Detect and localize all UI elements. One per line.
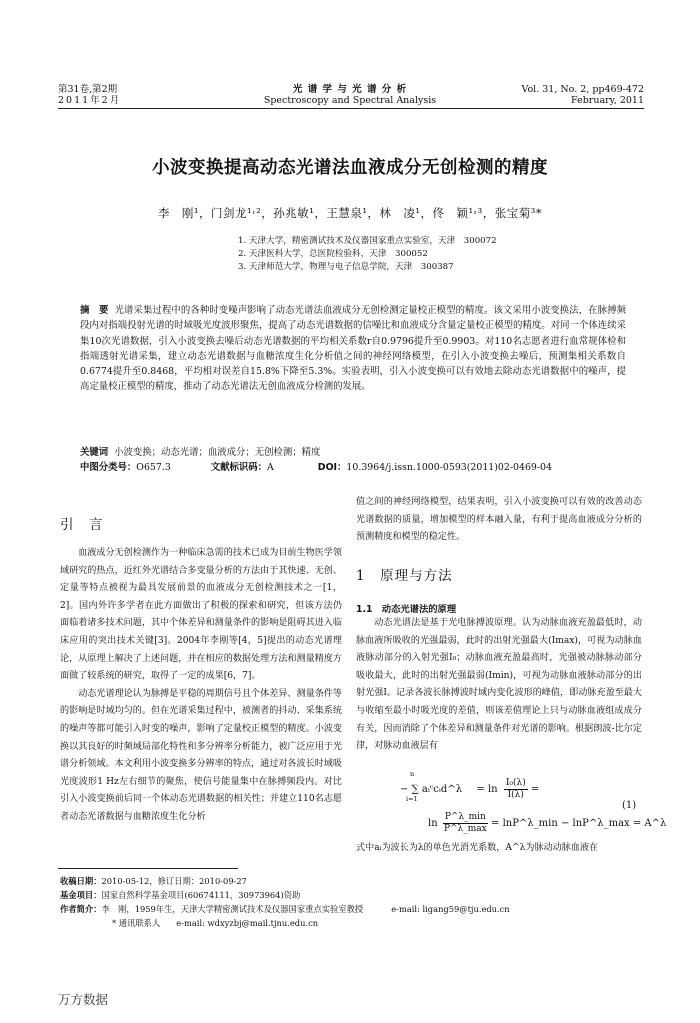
affiliation-list [238, 235, 497, 274]
footnotes [60, 874, 660, 930]
journal-volume: 第31卷,第2期 [58, 84, 118, 95]
footnote-fund: 基金项目：国家自然科学基金项目(60674111，30973964)资助 [60, 890, 301, 900]
affiliation-3: 3. 天津师范大学，物理与电子信息学院，天津 300387 [238, 262, 454, 272]
affiliation-1: 1. 天津大学，精密测试技术及仪器国家重点实验室，天津 300072 [238, 236, 497, 246]
header-rule [58, 108, 644, 109]
journal-date: 2011年2月 [58, 95, 122, 106]
abstract-label: 摘 要 [80, 305, 109, 316]
right-column-top [356, 494, 642, 547]
keywords: 关键词 小波变换；动态光谱；血液成分；无创检测；精度 [80, 447, 321, 458]
intro-paragraph-2: 动态光谱理论认为脉搏是平稳的周期信号且个体差异、测量条件等的影响是时域均匀的。但在光谱采集过程中，被测者的抖动、采集系统的噪声等都可能引入时变的噪声，影响了定量校正模型的精度。小波变换以其良好的时频域局部化特性和多分辨率分析能力，被广泛应用于光谱分析领域。本文利用小波变换多分辨率的特点，通过对各波长时域吸光度波形1 Hz左右细节的聚焦，使信号能量集中在脉搏频段内。对比引入小波变换前后同一个体动态光谱数据的相关性；并建立110名志愿者动态光谱数据与血糖浓度生化分析 [60, 688, 342, 822]
footnote-author: 作者简介：李 刚，1959年生，天津大学精密测试技术及仪器国家重点实验室教授 e-mail: ligang59@tju.edu.cn [60, 904, 510, 914]
subsection-1-1-heading: 1.1 动态光谱法的原理 [356, 604, 457, 615]
left-column [60, 545, 342, 827]
right-continuation: 值之间的神经网络模型，结果表明，引入小波变换可以有效的改善动态光谱数据的质量，增加模型的样本融入量，有利于提高血液成分分析的预测精度和模型的稳定性。 [356, 497, 642, 543]
author-list: 李 刚¹，门剑龙¹˒²，孙兆敏¹，王慧泉¹，林 凌¹，佟 颖¹˒³，张宝菊³* [157, 206, 543, 220]
equation-1-line-2: ln P^λ_min P^λ_max = lnP^λ_min − lnP^λ_max = A^λ [428, 812, 667, 834]
intro-paragraph-1: 血液成分无创检测作为一种临床急需的技术已成为目前生物医学领域研究的热点，近红外光谱结合多变量分析的方法由于其快速、无创、定量等特点被视为最具发展前景的血液成分无创检测技术之一[1，2]。国内外许多学者在此方面做出了积极的探索和研究，但该方法仍面临着诸多技术问题，其中个体差异和测量条件的影响是阻碍其进入临床应用的突出技术关键[3]。2004年李刚等[4，5]提出的动态光谱理论，从原理上解决了上述问题，并在相应的数据处理方法和测量精度方面做了较系统的研究，取得了一定的成果[6，7]。 [60, 548, 342, 682]
journal-month: February, 2011 [571, 95, 644, 106]
after-equation-text: 式中aᵢ为波长为λ的单色光消光系数，A^λ为脉动动脉血液在 [356, 843, 599, 853]
intro-heading: 引 言 [60, 517, 104, 533]
equation-1-line-1: − ∑ aᵢᶜcᵢd^λ = ln $\frac{\text{I₀(λ)}}{I(\lambda)}$ = [400, 778, 540, 800]
classification-line: 中图分类号：O657.3 文献标识码：A DOI：10.3964/j.issn.1000-0593(2011)02-0469-04 [80, 462, 552, 473]
journal-title-cn: 光 谱 学 与 光 谱 分 析 [292, 84, 408, 95]
watermark: 万方数据 [58, 992, 109, 1007]
equation-sum-upper: n [410, 770, 415, 778]
footnote-received: 收稿日期：2010-05-12，修订日期：2010-09-27 [60, 876, 247, 886]
principle-text [356, 615, 642, 756]
abstract [80, 303, 626, 395]
equation-sum-lower: i=1 [406, 795, 418, 803]
paper-title: 小波变换提高动态光谱法血液成分无创检测的精度 [152, 158, 548, 178]
section-1-heading: 1 原理与方法 [356, 568, 453, 584]
footnote-rule [58, 868, 238, 869]
footnote-corresponding: * 通讯联系人 e-mail: wdxyzbj@mail.tjnu.edu.cn [112, 918, 319, 928]
equation-number: (1) [622, 800, 637, 811]
affiliation-2: 2. 天津医科大学，总医院检验科，天津 300052 [238, 249, 428, 259]
journal-title-en: Spectroscopy and Spectral Analysis [263, 95, 437, 106]
abstract-text: 光谱采集过程中的各种时变噪声影响了动态光谱法血液成分无创检测定量校正模型的精度。该文采用小波变换法，在脉搏频段内对指端投射光谱的时域吸光度波形聚焦，提高了动态光谱数据的信噪比和血液成分含量定量校正模型的精度。对同一个体连续采集10次光谱数据，引入小波变换去噪后动态光谱数据的平均相关系数r自0.9796提升至0.9903。对110名志愿者进行血常规体检和指端透射光谱采集，建立动态光谱数据与血糖浓度生化分析值之间的神经网络模型，在引入小波变换去噪后，预测集相关系数自0.6774提升至0.8468，平均相对误差自15.8%下降至5.3%。实验表明，引入小波变换可以有效地去除动态光谱数据中的噪声，提高定量校正模型的精度，推动了动态光谱法无创血液成分检测的发展。 [80, 305, 626, 393]
principle-paragraph: 动态光谱法是基于光电脉搏波原理。认为动脉血液充盈最低时，动脉血液所吸收的光强最弱，此时的出射光强最大(Imax)，可视为动脉血液脉动部分的入射光强I₀；动脉血液充盈最高时，光强被动脉脉动部分吸收最大，此时的出射光强最弱(Imin)，可视为动脉血液脉动部分的出射光强I。记录各波长脉搏波时域内变化波形的峰值，即动脉充盈至最大与收缩至最小时吸光度的差值，则该差值理论上只与动脉血液组成成分有关，因而消除了个体差异和测量条件对光谱的影响。根据朗波-比尔定律，对脉动血液层有 [356, 618, 642, 752]
journal-pages: Vol. 31, No. 2, pp469-472 [521, 84, 644, 95]
